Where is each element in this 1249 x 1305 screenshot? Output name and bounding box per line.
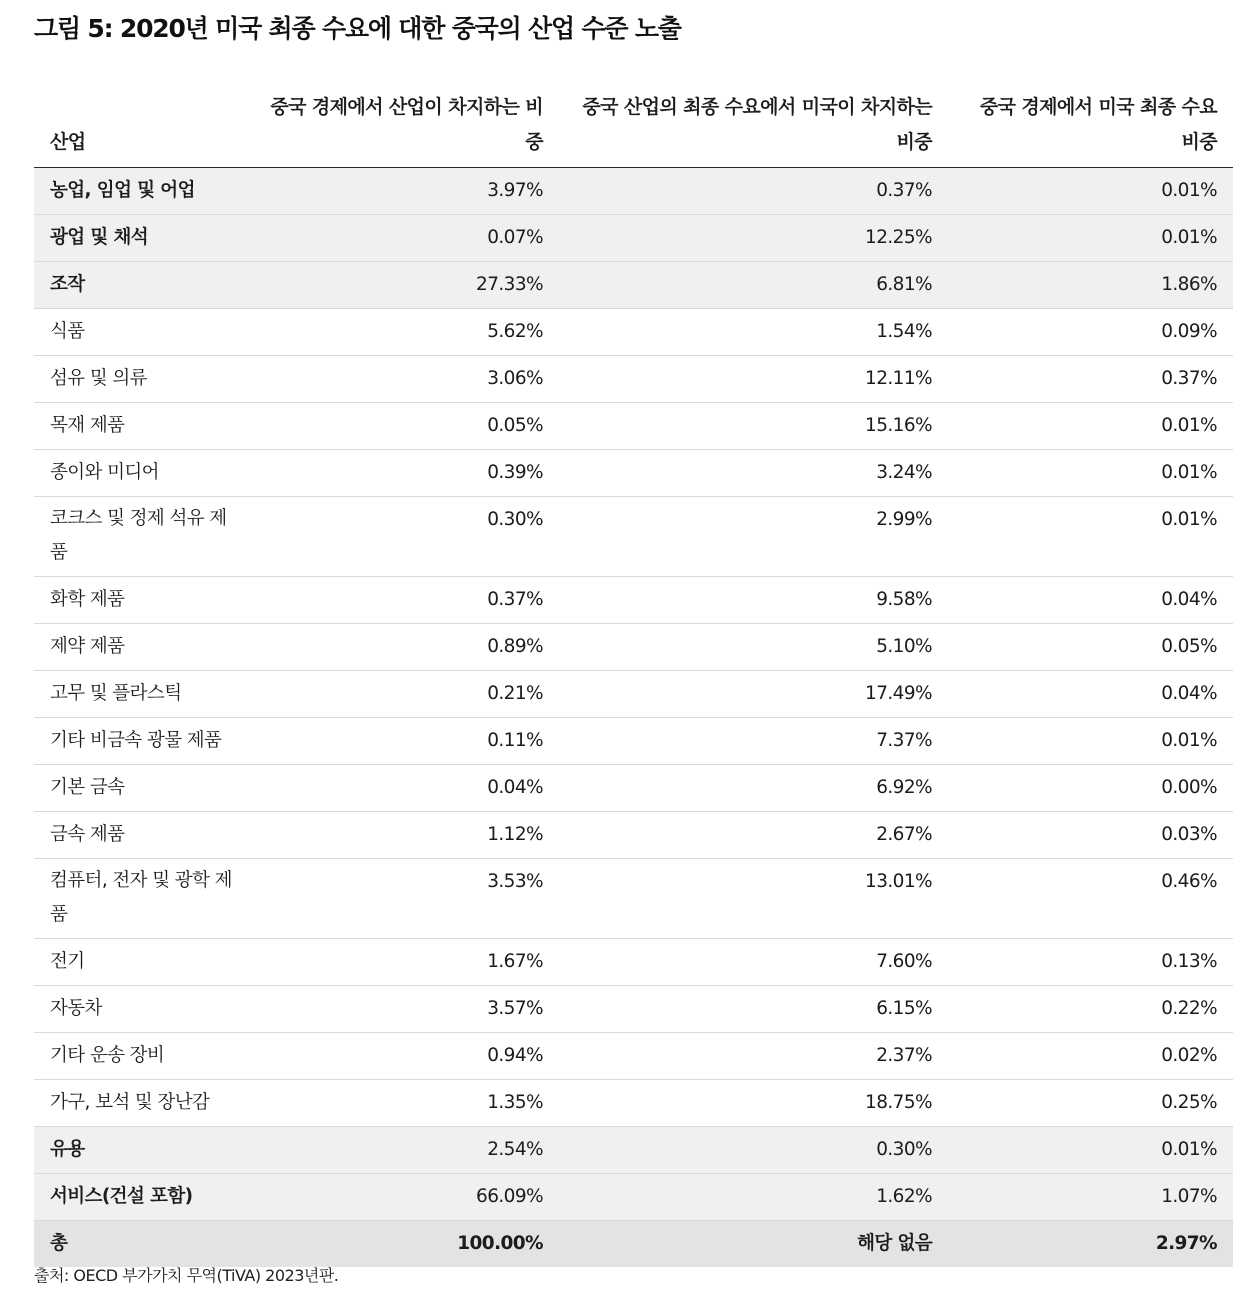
us-share-value: 1.54% <box>559 309 948 356</box>
table-row <box>34 577 1233 624</box>
industry-label: 기타 운송 장비 <box>34 1033 249 1080</box>
industry-share-value: 0.39% <box>249 450 559 497</box>
industry-share-value: 1.67% <box>249 939 559 986</box>
industry-label: 종이와 미디어 <box>34 450 249 497</box>
table-row <box>34 1127 1233 1174</box>
us-demand-share-value: 0.01% <box>948 1127 1233 1174</box>
table-row <box>34 765 1233 812</box>
us-share-value: 17.49% <box>559 671 948 718</box>
us-demand-share-value: 0.01% <box>948 450 1233 497</box>
total-us-demand-share-value: 2.97% <box>948 1221 1233 1268</box>
us-demand-share-value: 0.37% <box>948 356 1233 403</box>
industry-share-value: 3.97% <box>249 168 559 215</box>
header-row <box>34 88 1233 168</box>
table-row <box>34 812 1233 859</box>
table-header <box>34 88 1233 168</box>
figure-title: 그림 5: 2020년 미국 최종 수요에 대한 중국의 산업 수준 노출 <box>34 14 681 43</box>
us-share-value: 6.81% <box>559 262 948 309</box>
us-share-value: 12.11% <box>559 356 948 403</box>
industry-label: 기본 금속 <box>34 765 249 812</box>
industry-label: 컴퓨터, 전자 및 광학 제품 <box>34 859 249 939</box>
table-row <box>34 1174 1233 1221</box>
industry-label: 광업 및 채석 <box>34 215 249 262</box>
us-share-value: 2.99% <box>559 497 948 577</box>
us-demand-share-value: 0.03% <box>948 812 1233 859</box>
industry-share-value: 0.30% <box>249 497 559 577</box>
industry-share-value: 1.35% <box>249 1080 559 1127</box>
us-demand-share-value: 0.01% <box>948 168 1233 215</box>
industry-share-value: 3.57% <box>249 986 559 1033</box>
table-row <box>34 624 1233 671</box>
us-share-value: 2.37% <box>559 1033 948 1080</box>
industry-label: 식품 <box>34 309 249 356</box>
industry-label: 섬유 및 의류 <box>34 356 249 403</box>
table-row <box>34 671 1233 718</box>
table-row <box>34 1080 1233 1127</box>
industry-label: 목재 제품 <box>34 403 249 450</box>
table-row <box>34 168 1233 215</box>
source-note: 출처: OECD 부가가치 무역(TiVA) 2023년판. <box>34 1266 339 1285</box>
us-share-value: 7.37% <box>559 718 948 765</box>
us-demand-share-value: 0.01% <box>948 215 1233 262</box>
industry-share-value: 0.11% <box>249 718 559 765</box>
us-demand-share-value: 0.13% <box>948 939 1233 986</box>
us-share-value: 6.92% <box>559 765 948 812</box>
table-row <box>34 939 1233 986</box>
industry-label: 제약 제품 <box>34 624 249 671</box>
table-row <box>34 403 1233 450</box>
us-share-value: 3.24% <box>559 450 948 497</box>
industry-label: 조작 <box>34 262 249 309</box>
table-row <box>34 309 1233 356</box>
industry-label: 자동차 <box>34 986 249 1033</box>
industry-label: 화학 제품 <box>34 577 249 624</box>
industry-label: 기타 비금속 광물 제품 <box>34 718 249 765</box>
us-demand-share-value: 1.86% <box>948 262 1233 309</box>
us-demand-share-value: 0.05% <box>948 624 1233 671</box>
us-share-value: 1.62% <box>559 1174 948 1221</box>
table-row <box>34 356 1233 403</box>
column-header-us-demand-share-economy: 중국 경제에서 미국 최종 수요 비중 <box>948 88 1233 168</box>
industry-label: 가구, 보석 및 장난감 <box>34 1080 249 1127</box>
us-demand-share-value: 0.46% <box>948 859 1233 939</box>
industry-share-value: 0.04% <box>249 765 559 812</box>
industry-label: 유용 <box>34 1127 249 1174</box>
industry-share-value: 0.37% <box>249 577 559 624</box>
industry-label: 금속 제품 <box>34 812 249 859</box>
table-row <box>34 986 1233 1033</box>
table-row <box>34 859 1233 939</box>
us-share-value: 0.30% <box>559 1127 948 1174</box>
industry-share-value: 0.89% <box>249 624 559 671</box>
industry-share-value: 0.21% <box>249 671 559 718</box>
us-demand-share-value: 0.09% <box>948 309 1233 356</box>
us-share-value: 0.37% <box>559 168 948 215</box>
column-header-us-share-of-demand: 중국 산업의 최종 수요에서 미국이 차지하는 비중 <box>559 88 948 168</box>
us-share-value: 13.01% <box>559 859 948 939</box>
us-share-value: 6.15% <box>559 986 948 1033</box>
total-us-share-value: 해당 없음 <box>559 1221 948 1268</box>
industry-label: 코크스 및 정제 석유 제품 <box>34 497 249 577</box>
us-demand-share-value: 0.01% <box>948 718 1233 765</box>
industry-share-value: 5.62% <box>249 309 559 356</box>
us-share-value: 5.10% <box>559 624 948 671</box>
industry-label: 농업, 임업 및 어업 <box>34 168 249 215</box>
us-share-value: 7.60% <box>559 939 948 986</box>
us-share-value: 9.58% <box>559 577 948 624</box>
table-body <box>34 168 1233 1268</box>
industry-label: 서비스(건설 포함) <box>34 1174 249 1221</box>
us-demand-share-value: 1.07% <box>948 1174 1233 1221</box>
industry-share-value: 0.07% <box>249 215 559 262</box>
us-share-value: 12.25% <box>559 215 948 262</box>
industry-share-value: 1.12% <box>249 812 559 859</box>
table-row <box>34 262 1233 309</box>
us-share-value: 15.16% <box>559 403 948 450</box>
us-share-value: 18.75% <box>559 1080 948 1127</box>
industry-share-value: 66.09% <box>249 1174 559 1221</box>
us-demand-share-value: 0.04% <box>948 577 1233 624</box>
us-demand-share-value: 0.00% <box>948 765 1233 812</box>
us-demand-share-value: 0.01% <box>948 403 1233 450</box>
table-row <box>34 497 1233 577</box>
column-header-industry-share: 중국 경제에서 산업이 차지하는 비중 <box>249 88 559 168</box>
us-demand-share-value: 0.25% <box>948 1080 1233 1127</box>
us-demand-share-value: 0.22% <box>948 986 1233 1033</box>
total-label: 총 <box>34 1221 249 1268</box>
industry-share-value: 3.53% <box>249 859 559 939</box>
table-row <box>34 215 1233 262</box>
table-row <box>34 718 1233 765</box>
industry-share-value: 0.94% <box>249 1033 559 1080</box>
table-row <box>34 450 1233 497</box>
us-demand-share-value: 0.02% <box>948 1033 1233 1080</box>
us-share-value: 2.67% <box>559 812 948 859</box>
us-demand-share-value: 0.01% <box>948 497 1233 577</box>
table-row <box>34 1033 1233 1080</box>
column-header-industry: 산업 <box>34 88 249 168</box>
industry-share-value: 3.06% <box>249 356 559 403</box>
industry-share-value: 2.54% <box>249 1127 559 1174</box>
total-row <box>34 1221 1233 1268</box>
industry-share-value: 27.33% <box>249 262 559 309</box>
industry-share-value: 0.05% <box>249 403 559 450</box>
total-industry-share-value: 100.00% <box>249 1221 559 1268</box>
us-demand-share-value: 0.04% <box>948 671 1233 718</box>
industry-label: 전기 <box>34 939 249 986</box>
exposure-table <box>34 88 1233 1267</box>
industry-label: 고무 및 플라스틱 <box>34 671 249 718</box>
